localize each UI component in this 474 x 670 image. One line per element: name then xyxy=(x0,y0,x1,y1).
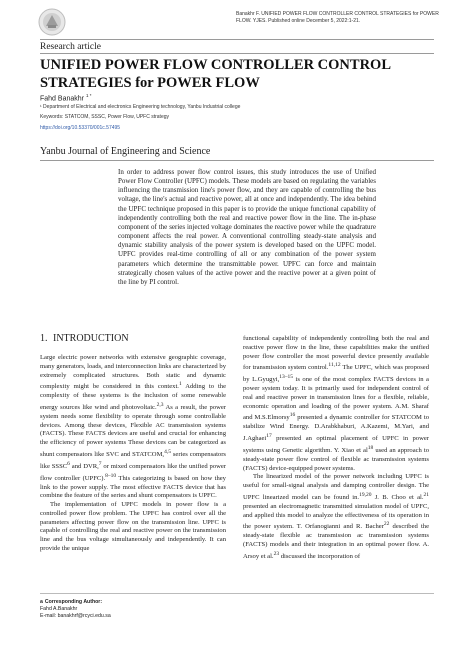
citation[interactable]: 19,20 xyxy=(359,491,372,498)
keywords: Keywords: STATCOM, SSSC, Power Flow, UPFC strategy xyxy=(40,114,170,120)
section-title: INTRODUCTION xyxy=(53,333,129,344)
article-type: Research article xyxy=(40,42,101,52)
citation[interactable]: 1 xyxy=(178,381,182,388)
corresponding-label: Corresponding Author: xyxy=(44,599,103,605)
citation[interactable]: 21 xyxy=(423,491,429,498)
citation[interactable]: 4,5 xyxy=(164,448,171,455)
citation[interactable]: 7 xyxy=(98,460,102,467)
journal-name: Yanbu Journal of Engineering and Science xyxy=(40,146,211,157)
divider xyxy=(40,53,434,54)
citation[interactable]: 13–15 xyxy=(279,374,293,381)
corresponding-author xyxy=(40,599,111,620)
paper-title: UNIFIED POWER FLOW CONTROLLER CONTROL STRATEGIES for POWER FLOW xyxy=(40,57,391,91)
journal-logo-icon xyxy=(38,8,66,36)
citation[interactable]: 11,12 xyxy=(328,362,341,369)
citation[interactable]: 23 xyxy=(273,550,280,557)
divider xyxy=(40,160,434,161)
citation[interactable]: 18 xyxy=(367,445,374,451)
body-column-left xyxy=(40,354,226,554)
paragraph: The linearized model of the power network including UPFC is useful for small-signal analysis and damping controller design. The UPFC linearized model can be found in.$^{19,20}$ J. B. Choo et al.$^{21}$ presented an electromagnetic transmitted simulation model of UPFC, and applied this model to analyze the effectiveness of its operation in the power system. T. Orfanogianni and R. Bacher$^{22}$ described the steady-state flexible ac transmission ac transmission systems (FACTS) models and their integration in an optimal power flow. A. Arsoy et al.$^{23}$ discussed the incorporation of xyxy=(243,473,429,560)
abstract: In order to address power flow control issues, this study introduces the use of Unified Power Flow Controller (UPFC) models. These models are based on regulating the variables influencing the transmission line's power flow, and they are capable of controlling the bus voltage, the line's actual and reactive power, all at once and independently. The idea behind the UPFC technique proposed in this paper is to provide the unique functional capability of independently controlling both the real and reactive power flow in the line. The in-phase component of the series injected voltage dominates the reactive power while the quadrature component affects the real power. A conventional controlling steady-state analysis and dynamic stability analysis of the power system is developed based on the UPFC model. UPFC provides real-time controlling of all or any combination of the power system parameters which determine the transmittable power. UPFC can force and maintain strategically chosen values of the active power and the reactive power at a given point of the line by PI control. xyxy=(118,168,376,286)
citation[interactable]: 6 xyxy=(67,460,70,467)
divider xyxy=(40,39,434,40)
footnote-mark: a xyxy=(40,599,43,605)
affiliation: ¹ Department of Electrical and electronics Engineering technology, Yanbu Industrial college xyxy=(40,104,241,110)
running-head-line1: Banakhr F. UNIFIED POWER FLOW CONTROLLER CONTROL STRATEGIES for POWER xyxy=(236,11,439,17)
body-column-right xyxy=(243,335,429,562)
author-name[interactable]: Fahd Banakhr xyxy=(40,95,84,103)
paragraph: functional capability of independently controlling both the real and reactive power flow in the line, these capabilities make the unified power flow controller the most powerful device presently available for transmission system control.$^{11,12}$ The UPFC, which was proposed by L.Gyugyi,$^{13-15}$ is one of the most complex FACTS devices in a power system today. It is primarily used for independent control of real and reactive power in transmission lines for a flexible, reliable, economic operation and loading of the power system. A.M. Sharaf and M.S.Elmorsy$^{16}$ presented a dynamic controller for STATCOM to stabilize Wind Energy. D.Arabkhaburi, A.Kazemi, M.Yari, and J.Aghaei$^{17}$ presented an optimal placement of UPFC in power systems using Genetic algorithm. Y. Xiao et $al^{18}$ used an approach to steady-state power flow control of flexible ac transmission systems (FACTS) device-equipped power systems. xyxy=(243,335,429,472)
author-marks: 1 * xyxy=(85,93,92,98)
corresponding-name: Fahd A.Banakhr xyxy=(40,606,78,612)
paragraph: The implementation of UPFC models in power flow is a controlled power flow problem. The UPFC has control over all the parameters affecting power flow on the transmission line. UPFC is capable of controlling the real and reactive power on the transmission line and the bus voltage simultaneously and independently. It can provide the unique xyxy=(40,501,226,552)
section-number: 1. xyxy=(40,333,48,344)
running-head xyxy=(236,11,448,25)
citation[interactable]: 22 xyxy=(383,521,390,528)
divider xyxy=(40,593,434,594)
citation[interactable]: 2,3 xyxy=(156,401,164,408)
running-head-line2: FLOW. YJES. Published online December 5, 2022:1-21. xyxy=(236,18,361,24)
citation[interactable]: 8–10 xyxy=(105,472,117,479)
paragraph: Large electric power networks with extensive geographic coverage, many generators, loads, and interconnection links are characterized by extremely complicated structures. Both static and dynamic complexity might be considered in this context.$^1$ Adding to the complexity of these systems is the inclusion of some renewable energy sources like wind and photovoltaic.$^{2,3}$ As a result, the power system needs some flexibility to operate through some controllable devices. Among these devices, Flexible AC transmission systems (FACTS). These FACTS devices are useful and crucial for enhancing the efficiency of power systems These devices can be categorized as shunt compensators like SVC and STATCOM,$^{4,5}$ series compensators like SSSC$^6$ and DVR,$^7$ or mixed compensators like the unified power flow controller (UPFC).$^{8-10}$ This categorizing is based on how they link to the power supply. The most effective FACTS device that has combine the feature of the series and shunt compensators is UPFC. xyxy=(40,354,227,500)
citation[interactable]: 17 xyxy=(266,433,272,440)
corresponding-email[interactable]: E-mail: banakhrf@rcyci.edu.sa xyxy=(40,613,111,619)
author-line xyxy=(40,93,91,102)
doi-link[interactable]: https://doi.org/10.53370/001c.57495 xyxy=(40,125,121,131)
citation[interactable]: 16 xyxy=(289,412,296,419)
section-heading xyxy=(40,333,129,344)
